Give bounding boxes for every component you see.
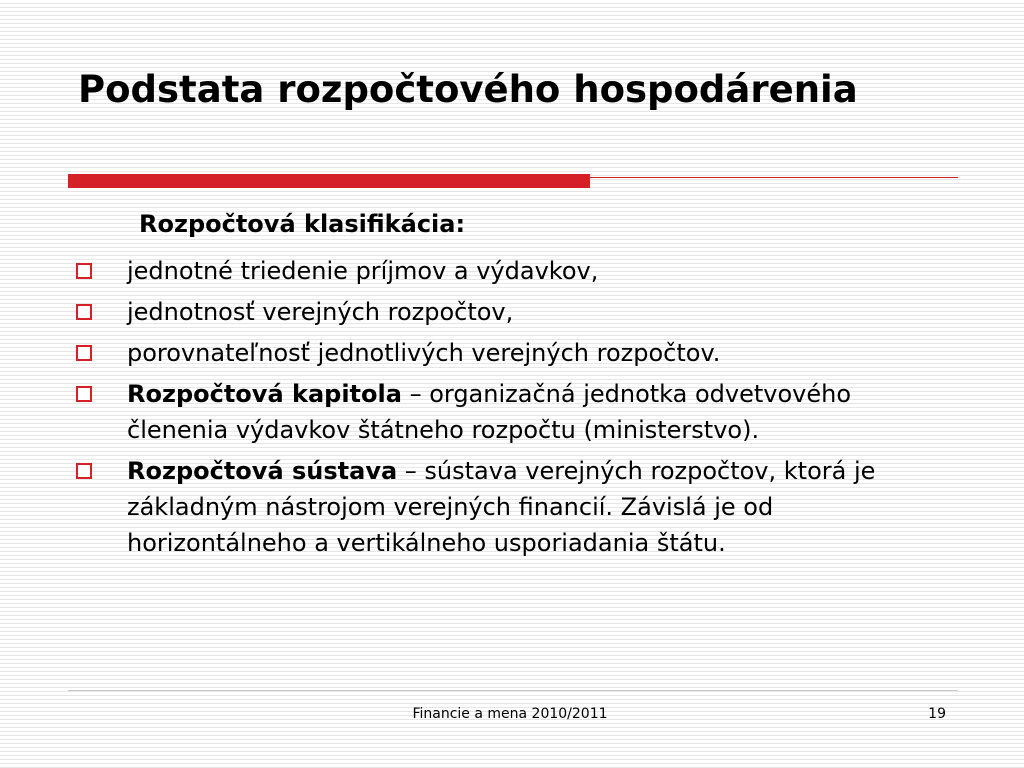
bullet-item: [76, 335, 956, 371]
bullet-item: [76, 294, 956, 330]
subheading: Rozpočtová klasifikácia:: [139, 210, 466, 238]
bullet-item: [76, 453, 956, 561]
bullet-item: [76, 253, 956, 289]
bullet-list: [76, 253, 956, 566]
page-number: 19: [928, 706, 946, 722]
bullet-text: – sústava verejných rozpočtov, ktorá je základným nástrojom verejných financií. Závislá je od horizontálneho a vertikálneho usporiadania štátu.: [127, 457, 876, 557]
bullet-text: jednotnosť verejných rozpočtov,: [127, 298, 514, 326]
title-underline-thin: [590, 177, 958, 178]
slide-title: Podstata rozpočtového hospodárenia: [78, 68, 858, 111]
bullet-text: porovnateľnosť jednotlivých verejných rozpočtov.: [127, 339, 721, 367]
hollow-square-icon: [76, 463, 92, 479]
hollow-square-icon: [76, 304, 92, 320]
title-underline: [68, 174, 958, 188]
bullet-bold-term: Rozpočtová kapitola: [127, 380, 402, 408]
footer-course-label: Financie a mena 2010/2011: [412, 706, 608, 722]
hollow-square-icon: [76, 386, 92, 402]
hollow-square-icon: [76, 263, 92, 279]
footer-divider: [68, 690, 958, 691]
hollow-square-icon: [76, 345, 92, 361]
bullet-bold-term: Rozpočtová sústava: [127, 457, 398, 485]
bullet-text: jednotné triedenie príjmov a výdavkov,: [127, 257, 599, 285]
bullet-text: – organizačná jednotka odvetvového členenia výdavkov štátneho rozpočtu (ministerstvo).: [127, 380, 852, 444]
title-underline-thick: [68, 174, 590, 188]
bullet-item: [76, 376, 956, 448]
